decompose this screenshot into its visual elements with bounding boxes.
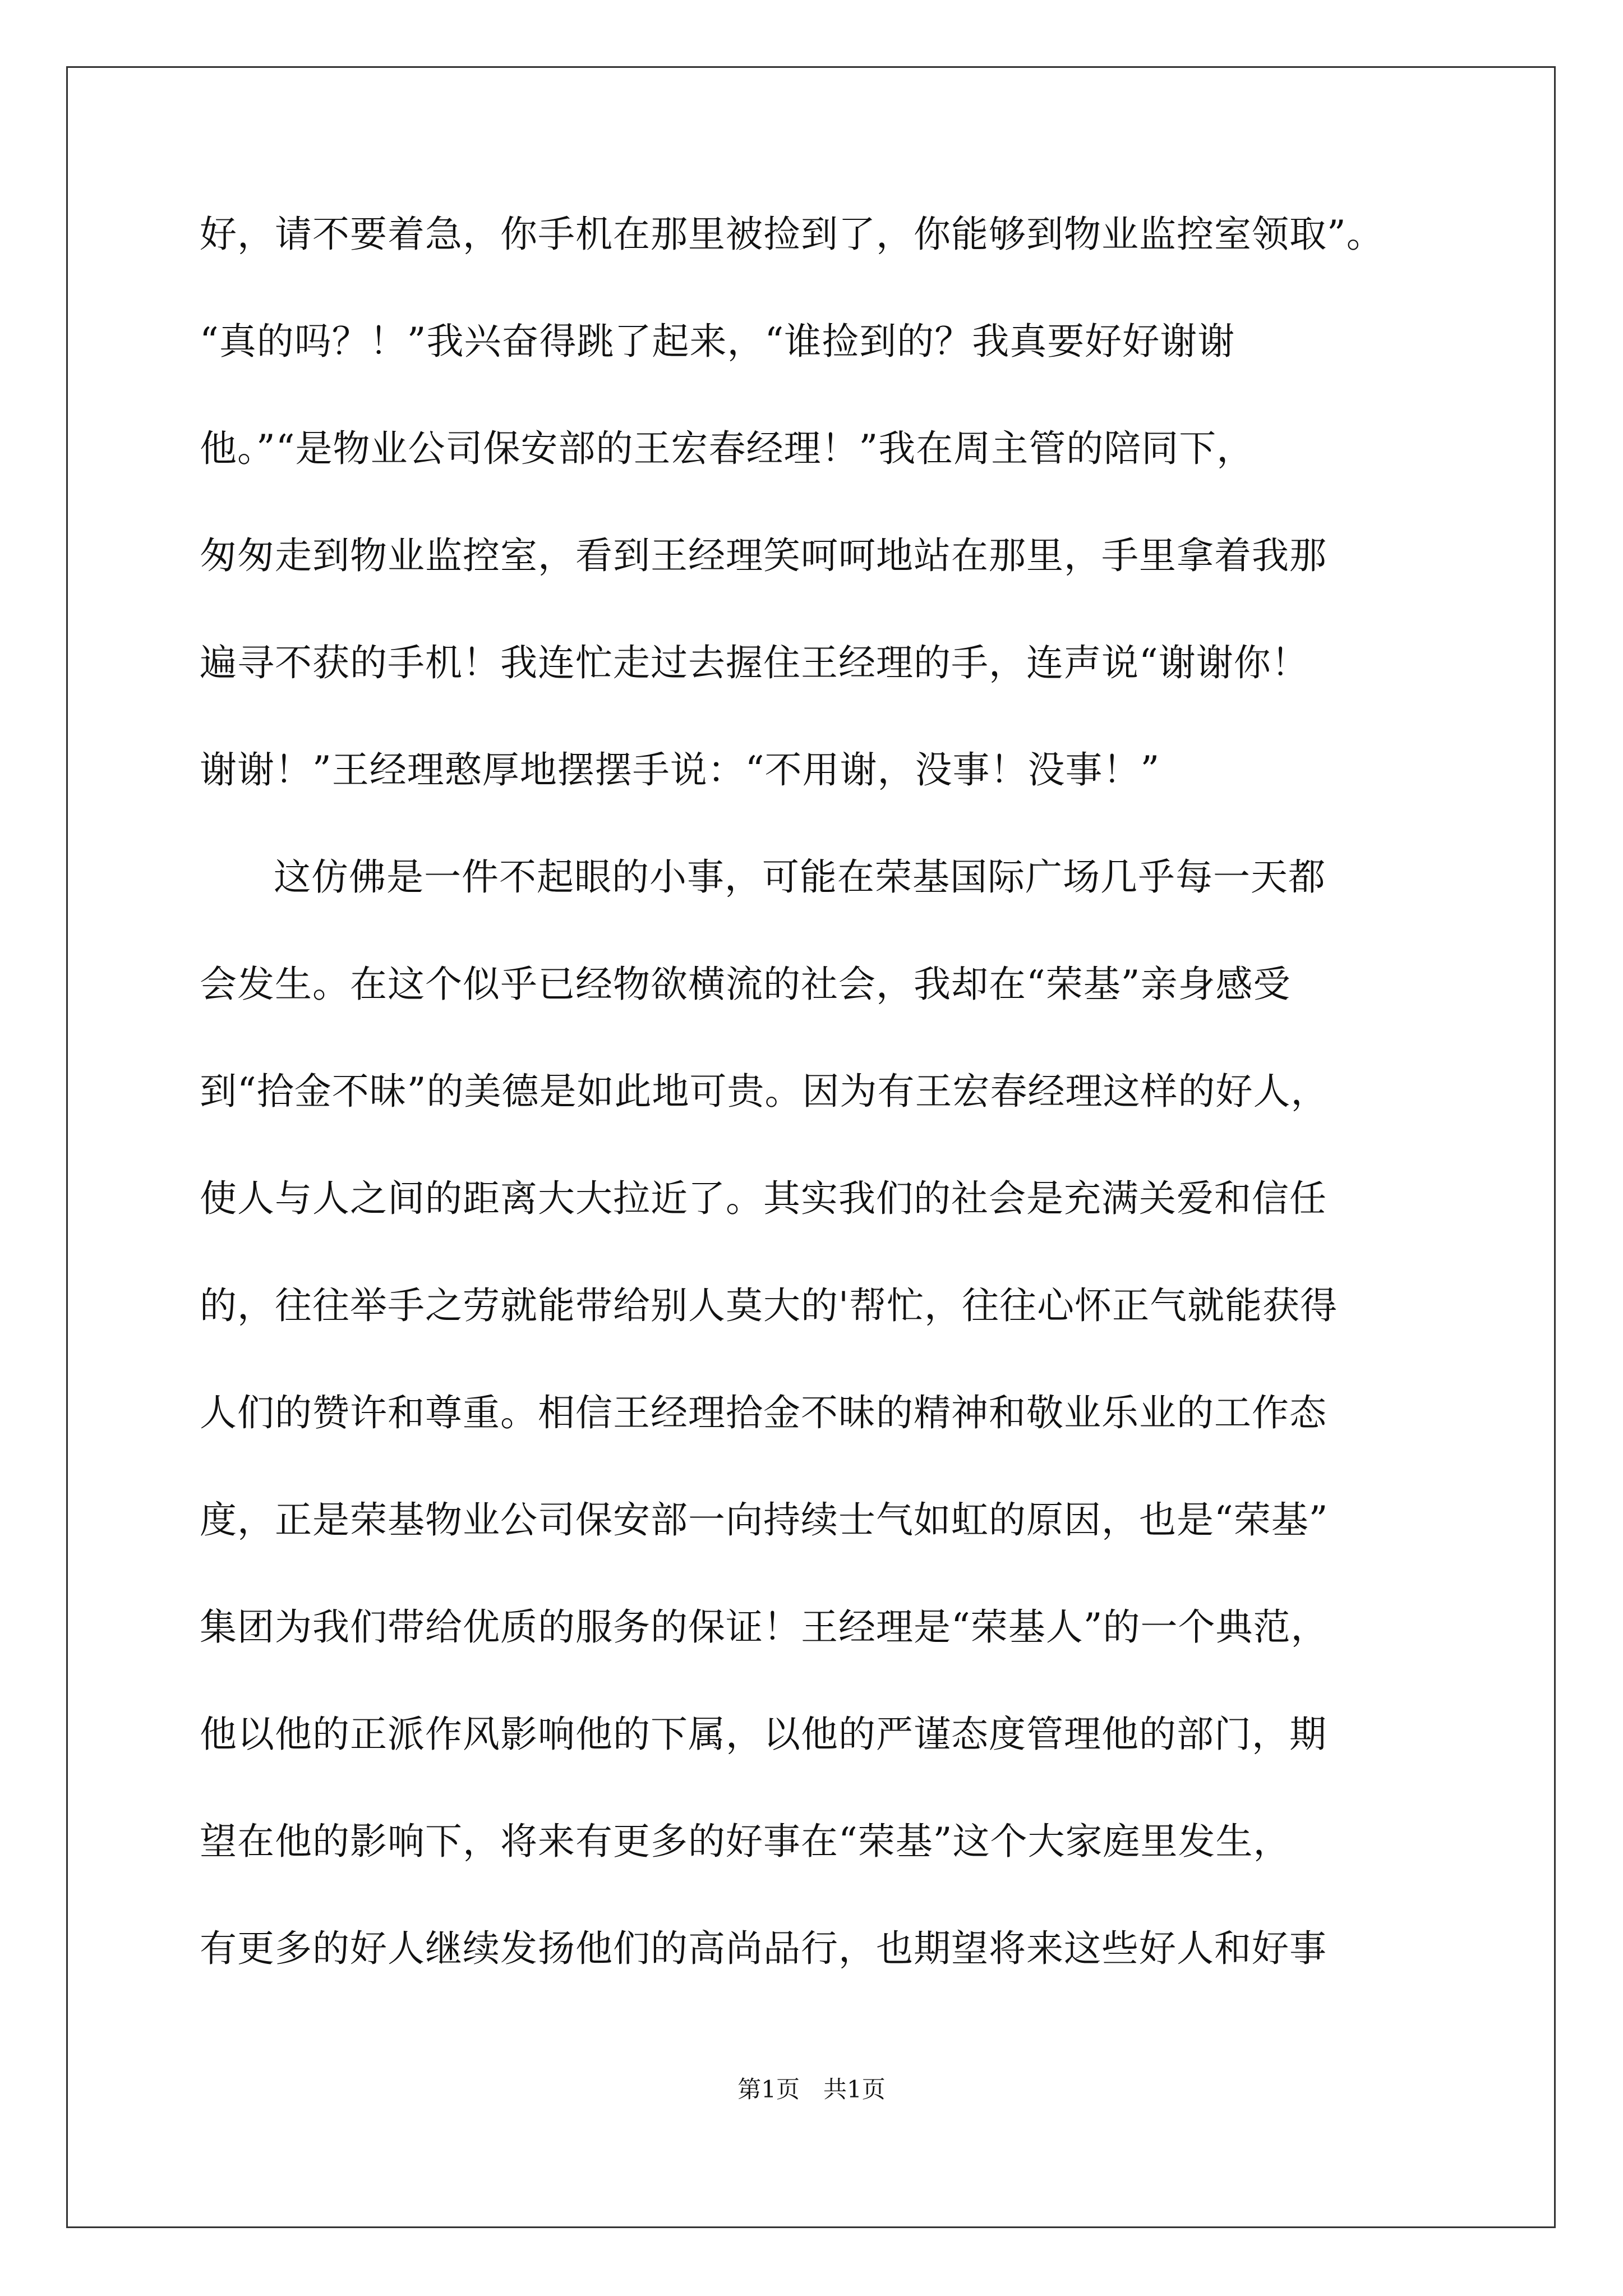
text-line: 他。”“是物业公司保安部的王宏春经理！”我在周主管的陪同下， xyxy=(200,427,1255,470)
text-line: 使人与人之间的距离大大拉近了。其实我们的社会是充满关爱和信任 xyxy=(200,1177,1327,1220)
text-line: 谢谢！”王经理憨厚地摆摆手说：“不用谢，没事！没事！” xyxy=(200,748,1160,792)
text-line: 的，往往举手之劳就能带给别人莫大的'帮忙，往往心怀正气就能获得 xyxy=(200,1284,1338,1327)
page-border xyxy=(66,66,1556,2228)
page-footer xyxy=(0,2076,1623,2104)
paragraph-first-line: 这仿佛是一件不起眼的小事，可能在荣基国际广场几乎每一天都 xyxy=(274,855,1326,899)
page-total: 共1页 xyxy=(823,2076,886,2103)
text-line: 有更多的好人继续发扬他们的高尚品行，也期望将来这些好人和好事 xyxy=(200,1927,1327,1970)
text-line: 会发生。在这个似乎已经物欲横流的社会，我却在“荣基”亲身感受 xyxy=(200,963,1291,1006)
text-line: 人们的赞许和尊重。相信王经理拾金不昧的精神和敬业乐业的工作态 xyxy=(200,1391,1327,1434)
text-line: “真的吗？！”我兴奋得跳了起来，“谁捡到的？我真要好好谢谢 xyxy=(200,320,1235,363)
text-line: 度，正是荣基物业公司保安部一向持续士气如虹的原因，也是“荣基” xyxy=(200,1498,1329,1542)
text-line: 匆匆走到物业监控室，看到王经理笑呵呵地站在那里，手里拿着我那 xyxy=(200,534,1327,577)
text-line: 好，请不要着急，你手机在那里被捡到了，你能够到物业监控室领取”。 xyxy=(200,213,1384,256)
text-line: 集团为我们带给优质的服务的保证！王经理是“荣基人”的一个典范， xyxy=(200,1605,1329,1649)
text-line: 望在他的影响下，将来有更多的好事在“荣基”这个大家庭里发生， xyxy=(200,1820,1291,1863)
text-line: 他以他的正派作风影响他的下属，以他的严谨态度管理他的部门，期 xyxy=(200,1713,1327,1756)
text-line: 到“拾金不昧”的美德是如此地可贵。因为有王宏春经理这样的好人， xyxy=(200,1070,1329,1113)
text-line: 遍寻不获的手机！我连忙走过去握住王经理的手，连声说“谢谢你！ xyxy=(200,641,1309,684)
page-number: 第1页 xyxy=(737,2076,800,2103)
